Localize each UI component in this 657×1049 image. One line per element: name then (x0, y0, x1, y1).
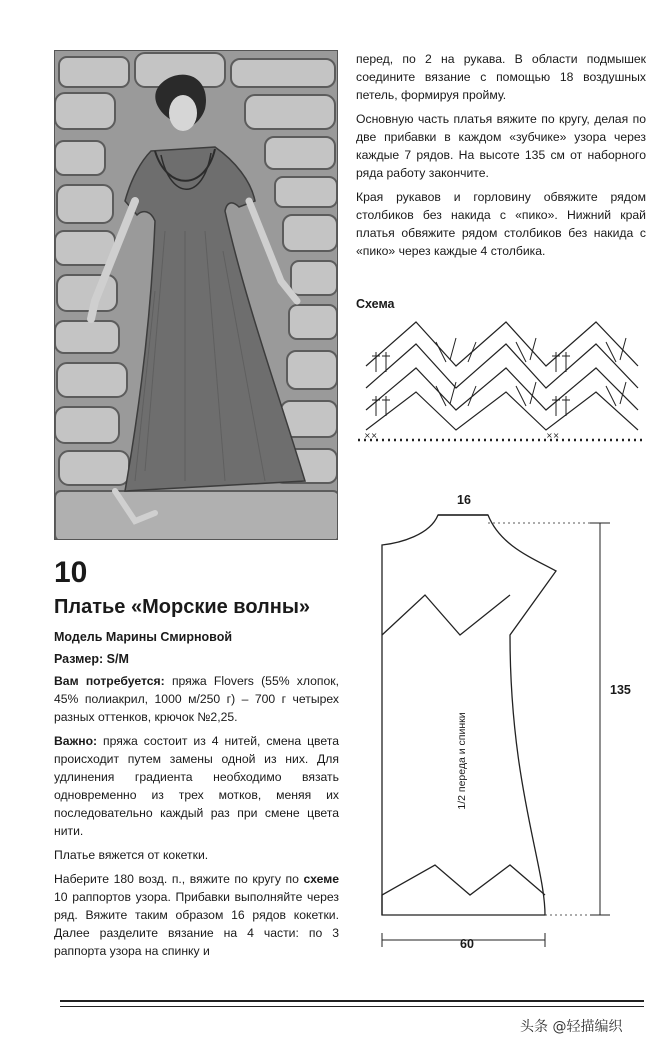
right-column-text (356, 50, 646, 266)
footer-rule-thick (60, 1000, 644, 1002)
left-column (54, 556, 339, 960)
paragraph-yoke: Платье вяжется от кокетки. (54, 848, 209, 862)
article-number: 10 (54, 556, 88, 589)
svg-text:××: ×× (364, 431, 378, 440)
important-label: Важно: (54, 734, 98, 748)
paragraph-important (54, 732, 339, 840)
cast-on-text-b: 10 раппортов узора. Прибавки выполняйте через ряд. Вяжите таким образом 16 рядов кокетки. Далее разделите вязание на 4 части: по 3 раппорта узора на спинку и (54, 890, 339, 958)
cast-on-scheme-word: схеме (303, 872, 339, 886)
paragraph-materials (54, 672, 339, 726)
watermark: 头条 @轻描编织 (520, 1019, 623, 1035)
important-text: пряжа состоит из 4 нитей, смена цвета происходит путем замены одной из них. Для удлинения градиента необходимо вязать одновременно из трех мотков, меняя их последовательно каждый раз при смене цвета нити. (54, 734, 339, 838)
dim-height: 135 (610, 683, 631, 697)
paragraph-cast-on (54, 870, 339, 960)
paragraph-edging: Края рукавов и горловину обвяжите рядом столбиков без накида с «пико». Нижний край платья обвяжите рядом столбиков без накида с «пико» через каждые 4 столбика. (356, 190, 646, 258)
cast-on-text-a: Наберите 180 возд. п., вяжите по кругу по (54, 872, 304, 886)
dress-photo (54, 50, 338, 540)
dim-bottom-width: 60 (460, 937, 474, 951)
footer-rule-thin (60, 1006, 644, 1007)
scheme-label: Схема (356, 297, 395, 311)
dress-pattern-diagram (360, 485, 640, 955)
article-title: Платье «Морские волны» (54, 596, 311, 618)
dim-top-width: 16 (457, 493, 471, 507)
paragraph-armhole: перед, по 2 на рукава. В области подмышек соедините вязание с помощью 18 воздушных петель, формируя пройму. (356, 52, 646, 102)
crochet-chart (356, 312, 646, 452)
materials-text: пряжа Flovers (55% хлопок, 45% полиакрил, 1000 м/250 г) – 700 г четырех разных оттенков, крючок №2,25. (54, 674, 340, 724)
article-size: Размер: S/M (54, 652, 129, 666)
pattern-piece-label: 1/2 переда и спинки (456, 712, 468, 810)
article-author: Модель Марины Смирновой (54, 630, 233, 644)
materials-label: Вам потребуется: (54, 674, 165, 688)
svg-text:××: ×× (546, 431, 560, 440)
paragraph-main-body: Основную часть платья вяжите по кругу, делая по две прибавки в каждом «зубчике» узора через каждые 7 рядов. На высоте 135 см от наборного ряда работу закончите. (356, 112, 646, 180)
